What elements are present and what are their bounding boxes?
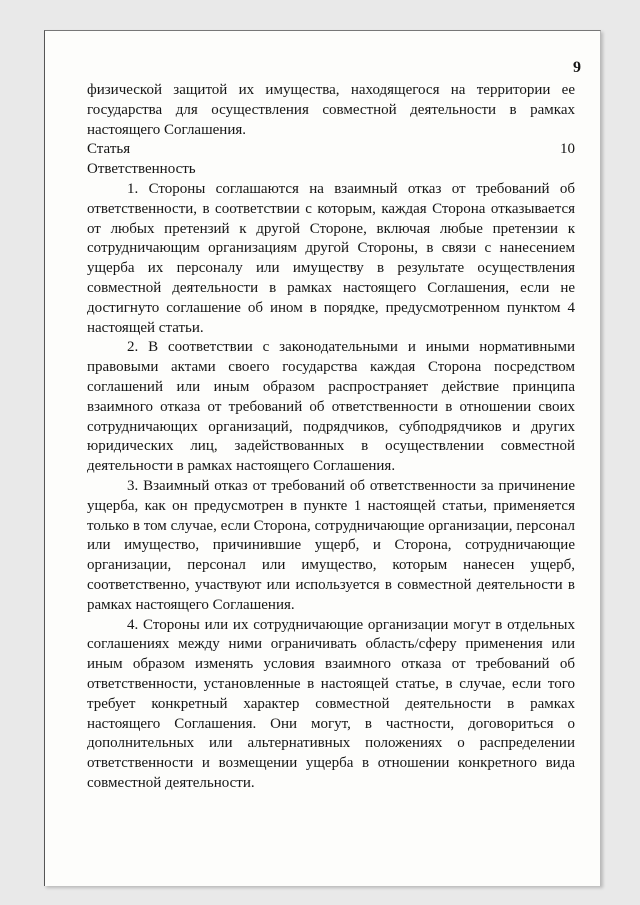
document-page — [44, 30, 601, 886]
paragraph-3: 3. Взаимный отказ от требований об ответственности за причинение ущерба, как он предусмотрен в пункте 1 настоящей статьи, применяется только в том случае, если Сторона, сотрудничающие организации, персонал или имущество, причинившие ущерб, и Сторона, сотрудничающие организации, персонал или имущество, которым нанесен ущерб, соответственно, участвуют или используется в совместной деятельности в рамках настоящего Соглашения. — [87, 477, 575, 613]
document-body — [87, 81, 575, 794]
intro-paragraph: физической защитой их имущества, находящегося на территории ее государства для осуществления совместной деятельности в рамках настоящего Соглашения. — [87, 82, 575, 138]
article-name: Ответственность — [87, 161, 196, 178]
paragraph-1: 1. Стороны соглашаются на взаимный отказ от требований об ответственности, в соответствии с которым, каждая Сторона отказывается от любых претензий к другой Стороне, включая любые претензии к сотрудничающим организациям другой Стороны, в связи с нанесением ущерба их персоналу или имуществу в результате осуществления совместной деятельности в рамках настоящего Соглашения, если не достигнуто соглашение об ином в порядке, предусмотренном пунктом 4 настоящей статьи. — [87, 180, 575, 336]
article-title: Статья 10 — [87, 141, 575, 158]
page-number: 9 — [573, 59, 581, 76]
paragraph-2: 2. В соответствии с законодательными и иными нормативными правовыми актами своего государства каждая Сторона посредством соглашений или иным образом распространяет действие принципа взаимного отказа от требований об ответственности в отношении своих сотрудничающих организаций, подрядчиков, субподрядчиков и других юридических лиц, задействованных в осуществлении совместной деятельности в рамках настоящего Соглашения. — [87, 339, 575, 475]
paragraph-4: 4. Стороны или их сотрудничающие организации могут в отдельных соглашениях между ними ограничивать область/сферу применения или иным образом изменять условия взаимного отказа от требований об ответственности, установленные в настоящей статье, в случае, если того требует конкретный характер совместной деятельности в рамках настоящего Соглашения. Они могут, в частности, договориться о дополнительных или альтернативных положениях о распределении ответственности и возмещении ущерба в отношении конкретного вида совместной деятельности. — [87, 616, 575, 791]
